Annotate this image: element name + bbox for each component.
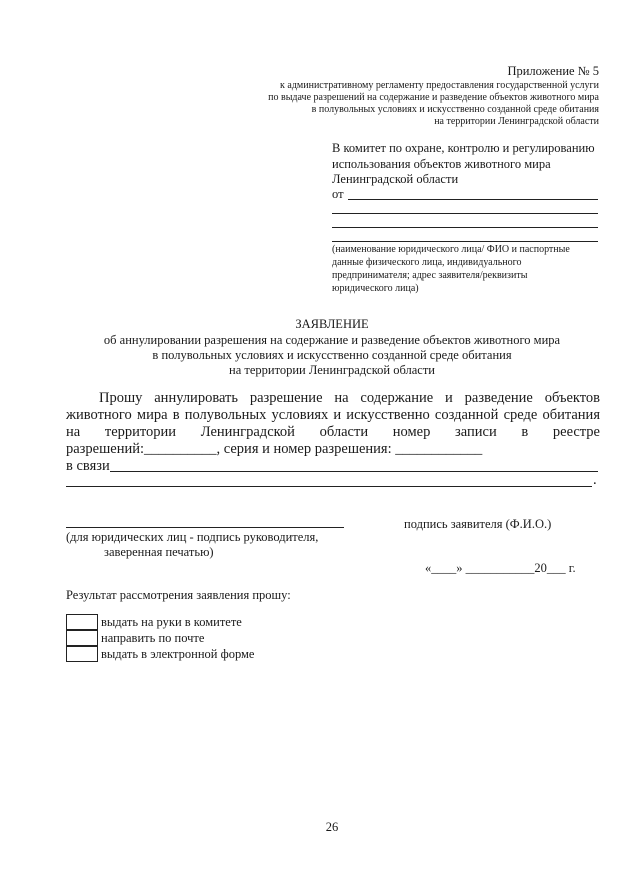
option-label: выдать в электронной форме: [101, 647, 255, 661]
checkbox-electronic[interactable]: [66, 646, 98, 662]
addressee-line: Ленинградской области: [332, 172, 459, 186]
from-line: [348, 199, 598, 200]
annex-title: Приложение № 5: [507, 64, 599, 78]
addressee-caption: (наименование юридического лица/ ФИО и паспортные: [332, 244, 570, 255]
from-line: [332, 241, 598, 242]
checkbox-by-mail[interactable]: [66, 630, 98, 646]
signature-line: [66, 527, 344, 528]
result-label: Результат рассмотрения заявления прошу:: [66, 588, 291, 602]
from-line: [332, 227, 598, 228]
document-subtitle: на территории Ленинградской области: [229, 363, 435, 377]
addressee-caption: данные физического лица, индивидуального: [332, 257, 522, 268]
body-line: животного мира в полувольных условиях и искусственно созданной среде обитания: [66, 407, 600, 423]
option-label: выдать на руки в комитете: [101, 615, 242, 629]
addressee-line: В комитет по охране, контролю и регулированию: [332, 141, 595, 155]
addressee-caption: предпринимателя; адрес заявителя/реквизиты: [332, 270, 528, 281]
annex-line: в полувольных условиях и искусственно созданной среде обитания: [311, 104, 599, 115]
applicant-signature-caption: подпись заявителя (Ф.И.О.): [404, 517, 552, 531]
date-field: «____» ___________20___ г.: [425, 561, 576, 575]
reason-line: [66, 486, 592, 487]
from-line: [332, 213, 598, 214]
body-line: на территории Ленинградской области номер записи в реестре: [66, 424, 600, 440]
from-label: от: [332, 187, 344, 201]
legal-signature-caption: (для юридических лиц - подпись руководителя,: [66, 530, 319, 544]
document-subtitle: в полувольных условиях и искусственно созданной среде обитания: [152, 348, 512, 362]
addressee-caption: юридического лица): [332, 283, 419, 294]
page-number: 26: [325, 820, 339, 834]
annex-line: по выдаче разрешений на содержание и разведение объектов животного мира: [268, 92, 599, 103]
addressee-line: использования объектов животного мира: [332, 157, 551, 171]
document-subtitle: об аннулировании разрешения на содержание и разведение объектов животного мира: [103, 333, 561, 347]
legal-signature-caption: заверенная печатью): [104, 545, 214, 559]
annex-line: на территории Ленинградской области: [434, 116, 599, 127]
body-line: Прошу аннулировать разрешение на содержание и разведение объектов: [99, 390, 600, 406]
document-title: ЗАЯВЛЕНИЕ: [295, 317, 369, 331]
reason-line: [110, 471, 598, 472]
body-line: разрешений:__________, серия и номер разрешения: ____________: [66, 441, 483, 457]
reason-label: в связи: [66, 458, 110, 474]
end-dot: .: [593, 472, 597, 488]
annex-line: к административному регламенту предоставления государственной услуги: [280, 80, 599, 91]
option-label: направить по почте: [101, 631, 205, 645]
checkbox-in-person[interactable]: [66, 614, 98, 630]
